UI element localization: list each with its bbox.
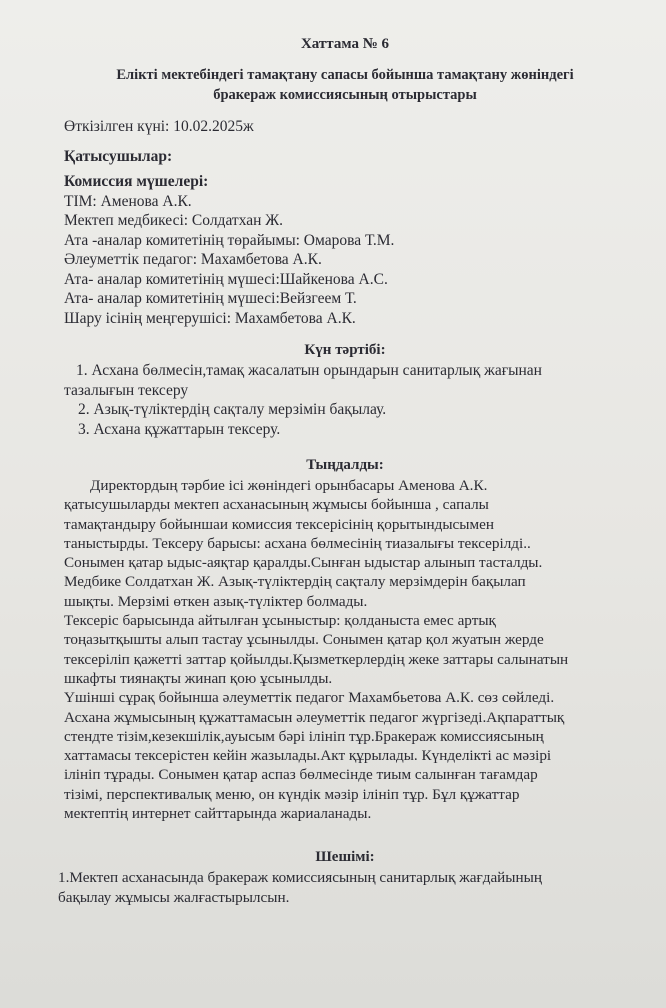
member-line: Ата- аналар комитетінің мүшесі:Вейзгеем Т. (64, 290, 357, 307)
member-line: Шару ісінің меңгерушісі: Махамбетова А.К. (64, 309, 356, 327)
heard-line: шкафты тиянақты жинап қою ұсынылды. (64, 669, 333, 687)
heard-line: Директордың тәрбие ісі жөніндегі орынбасары Аменова А.К. (90, 477, 488, 494)
heard-line: қатысушыларды мектеп асханасының жұмысы бойынша , сапалы (64, 496, 489, 514)
heard-line: Тексеріс барысында айтылған ұсыныстыр: қолданыста емес артық (64, 612, 496, 630)
heard-line: Медбике Солдатхан Ж. Азық-түліктердің сақталу мерзімдерін бақылап (64, 573, 526, 591)
member-line: Мектеп медбикесі: Солдатхан Ж. (64, 212, 284, 229)
heard-line: Асхана жұмысының құжаттамасын әлеуметтік педагог жүргізеді.Ақпараттық (64, 708, 565, 726)
member-line: ТІМ: Аменова А.К. (64, 192, 192, 210)
document-subtitle: Елікті мектебіндегі тамақтану сапасы бойынша тамақтану жөніндегі бракераж комиссиясының отырыстары (116, 67, 574, 103)
agenda-item: 2. Азық-түліктердің сақталу мерзімін бақылау. (78, 401, 387, 418)
document-title: Хаттама № 6 (300, 36, 390, 52)
heard-line: Сонымен қатар ыдыс-аяқтар қаралды.Сынған ыдыстар алынып тасталды. (64, 554, 543, 572)
heard-line: Үшінші сұрақ бойынша әлеуметтік педагог Махамбьетова А.К. сөз сөйледі. (64, 689, 555, 707)
heard-line: таныстырды. Тексеру барысы: асхана бөлмесінің тиазалығы тексерілді.. (64, 534, 531, 552)
agenda-item-continuation: тазалығын тексеру (64, 381, 189, 399)
decision-heading: Шешімі: (315, 849, 375, 866)
heard-heading: Тыңдалды: (306, 457, 384, 473)
heard-line: хаттамасы тексерістен кейін жазылады.Акт құрылады. Күнделікті ас мәзірі (64, 747, 552, 765)
decision-body (58, 868, 626, 907)
heard-line: ілініп тұрады. Сонымен қатар аспаз бөлмесінде тиым салынған тағамдар (64, 766, 538, 784)
agenda-heading: Күн тәртібі: (304, 342, 386, 358)
participants-heading: Қатысушылар: (64, 147, 173, 165)
member-line: Әлеуметтік педагог: Махамбетова А.К. (64, 251, 322, 268)
heard-line: тамақтандыру бойыншаи комиссия тексерісінің қорытындысымен (64, 515, 494, 533)
member-line: Ата -аналар комитетінің төрайымы: Омарова Т.М. (64, 231, 395, 249)
heard-line: тоңазытқышты алып тастау ұсынылды. Сонымен қатар қол жуатын жерде (64, 631, 544, 649)
agenda-item: 3. Асхана құжаттарын тексеру. (78, 420, 281, 438)
members-block (64, 172, 626, 328)
meeting-date: Өткізілген күні: 10.02.2025ж (64, 118, 254, 135)
heard-line: мектептің интернет сайттарында жариаланады. (64, 805, 372, 823)
decision-line: 1.Мектеп асханасында бракераж комиссиясының санитарлық жағдайының (58, 869, 542, 887)
heard-line: тізімі, перспективалық меню, он күндік мәзір ілініп тұр. Бұл құжаттар (64, 785, 520, 803)
agenda-item: 1. Асхана бөлмесін,тамақ жасалатын орындарын санитарлық жағынан (76, 362, 542, 379)
decision-line: бақылау жұмысы жалғастырылсын. (58, 888, 290, 906)
heard-body (64, 476, 626, 823)
heard-line: шықты. Мерзімі өткен азық-түліктер болмады. (64, 592, 368, 610)
member-line: Ата- аналар комитетінің мүшесі:Шайкенова А.С. (64, 270, 388, 288)
heard-line: стендте тізім,кезекшілік,ауысым бәрі ілініп тұр.Бракераж комиссиясының (64, 727, 544, 745)
members-heading: Комиссия мүшелері: (64, 173, 209, 190)
heard-line: тексеріліп қажетті заттар қойылды.Қызметкерлердің жеке заттары салынатын (64, 650, 569, 668)
